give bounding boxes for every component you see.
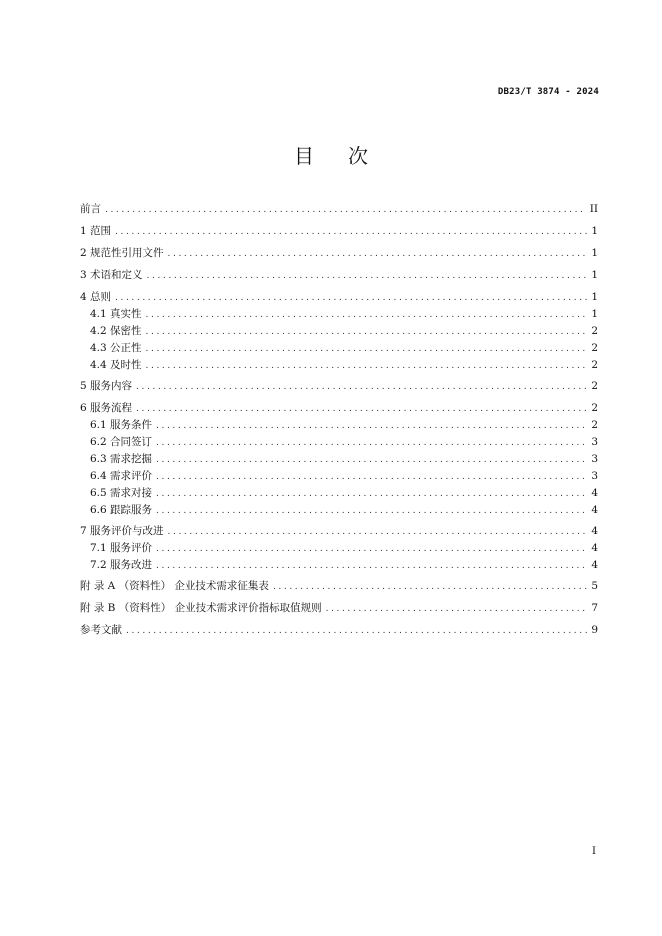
toc-dot-leader (105, 202, 586, 218)
toc-entry[interactable] (90, 502, 598, 518)
toc-entry-label: 前言 (80, 203, 101, 215)
toc-entry[interactable] (80, 378, 598, 394)
toc-entry[interactable] (80, 578, 598, 594)
toc-entry-page: 3 (591, 436, 598, 448)
toc-entry[interactable] (80, 622, 598, 638)
toc-entry-label: 1 范围 (80, 225, 112, 237)
toc-entry-page: 2 (591, 342, 598, 354)
toc-entry[interactable] (80, 400, 598, 416)
toc-entry[interactable] (90, 540, 598, 556)
toc-entry[interactable] (90, 451, 598, 467)
toc-entry-label: 参考文献 (80, 624, 122, 636)
toc-dot-leader (156, 469, 587, 485)
toc-entry-label: 6.1 服务条件 (90, 419, 153, 431)
toc-entry-label: 4.1 真实性 (90, 308, 142, 320)
toc-dot-leader (168, 246, 588, 262)
toc-dot-leader (146, 358, 588, 374)
toc-entry-label: 4.3 公正性 (90, 342, 142, 354)
toc-dot-leader (156, 486, 587, 502)
toc-dot-leader (156, 452, 587, 468)
toc-entry-page: 3 (591, 453, 598, 465)
toc-dot-leader (146, 324, 588, 340)
toc-entry-label: 5 服务内容 (80, 380, 133, 392)
toc-entry-page: 9 (591, 624, 598, 636)
toc-entry-page: 4 (591, 542, 598, 554)
toc-entry-label: 6 服务流程 (80, 402, 133, 414)
toc-entry-label: 6.4 需求评价 (90, 470, 153, 482)
toc-dot-leader (115, 290, 587, 306)
toc-entry-page: 7 (591, 602, 598, 614)
toc-dot-leader (146, 307, 588, 323)
toc-entry-page: 4 (591, 504, 598, 516)
toc-dot-leader (156, 558, 587, 574)
toc-entry[interactable] (80, 223, 598, 239)
toc-entry-page: 2 (591, 402, 598, 414)
toc-entry-page: 5 (591, 580, 598, 592)
toc-entry[interactable] (80, 267, 598, 283)
toc-entry-page: 2 (591, 359, 598, 371)
toc-entry[interactable] (80, 201, 598, 217)
toc-entry-label: 3 术语和定义 (80, 269, 143, 281)
toc-entry-label: 7.1 服务评价 (90, 542, 153, 554)
toc-entry-label: 7.2 服务改进 (90, 559, 153, 571)
toc-entry[interactable] (80, 600, 598, 616)
toc-dot-leader (156, 541, 587, 557)
toc-entry[interactable] (90, 417, 598, 433)
toc-entry[interactable] (90, 340, 598, 356)
toc-entry[interactable] (80, 523, 598, 539)
toc-dot-leader (136, 401, 587, 417)
toc-entry-label: 4.2 保密性 (90, 325, 142, 337)
toc-dot-leader (273, 579, 587, 595)
toc-entry-page: II (589, 203, 598, 215)
toc-dot-leader (115, 224, 587, 240)
toc-entry[interactable] (90, 357, 598, 373)
toc-entry-label: 6.3 需求挖掘 (90, 453, 153, 465)
toc-entry-page: 2 (591, 380, 598, 392)
toc-entry-label: 附 录 B （资料性） 企业技术需求评价指标取值规则 (80, 602, 322, 614)
toc-entry-page: 1 (591, 308, 598, 320)
toc-entry-page: 2 (591, 419, 598, 431)
toc-dot-leader (168, 524, 588, 540)
toc-entry-label: 7 服务评价与改进 (80, 525, 164, 537)
toc-dot-leader (126, 623, 587, 639)
toc-dot-leader (156, 418, 587, 434)
toc-entry-label: 2 规范性引用文件 (80, 247, 164, 259)
toc-entry-label: 附 录 A （资料性） 企业技术需求征集表 (80, 580, 269, 592)
page-title: 目次 (294, 144, 402, 168)
toc-entry[interactable] (90, 485, 598, 501)
toc-entry-page: 4 (591, 525, 598, 537)
footer-page-number: I (592, 846, 596, 857)
toc-entry-page: 1 (591, 225, 598, 237)
document-code: DB23/T 3874 - 2024 (497, 87, 599, 97)
toc-entry-page: 4 (591, 559, 598, 571)
toc-entry-label: 4.4 及时性 (90, 359, 142, 371)
toc-entry-page: 1 (591, 291, 598, 303)
toc-entry[interactable] (90, 323, 598, 339)
toc-entry-page: 2 (591, 325, 598, 337)
toc-entry-page: 1 (591, 269, 598, 281)
toc-dot-leader (326, 601, 588, 617)
toc-entry[interactable] (90, 468, 598, 484)
toc-dot-leader (147, 268, 588, 284)
toc-entry[interactable] (90, 434, 598, 450)
toc-entry-page: 1 (591, 247, 598, 259)
toc-entry[interactable] (90, 306, 598, 322)
toc-entry-page: 4 (591, 487, 598, 499)
toc-entry-label: 4 总则 (80, 291, 112, 303)
toc-dot-leader (156, 435, 587, 451)
toc-dot-leader (146, 341, 588, 357)
toc-entry-page: 3 (591, 470, 598, 482)
toc-dot-leader (156, 503, 587, 519)
toc-entry[interactable] (90, 557, 598, 573)
toc-entry-label: 6.5 需求对接 (90, 487, 153, 499)
toc-entry[interactable] (80, 289, 598, 305)
toc-entry-label: 6.2 合同签订 (90, 436, 153, 448)
toc-entry-label: 6.6 跟踪服务 (90, 504, 153, 516)
toc-entry[interactable] (80, 245, 598, 261)
toc-dot-leader (136, 379, 587, 395)
